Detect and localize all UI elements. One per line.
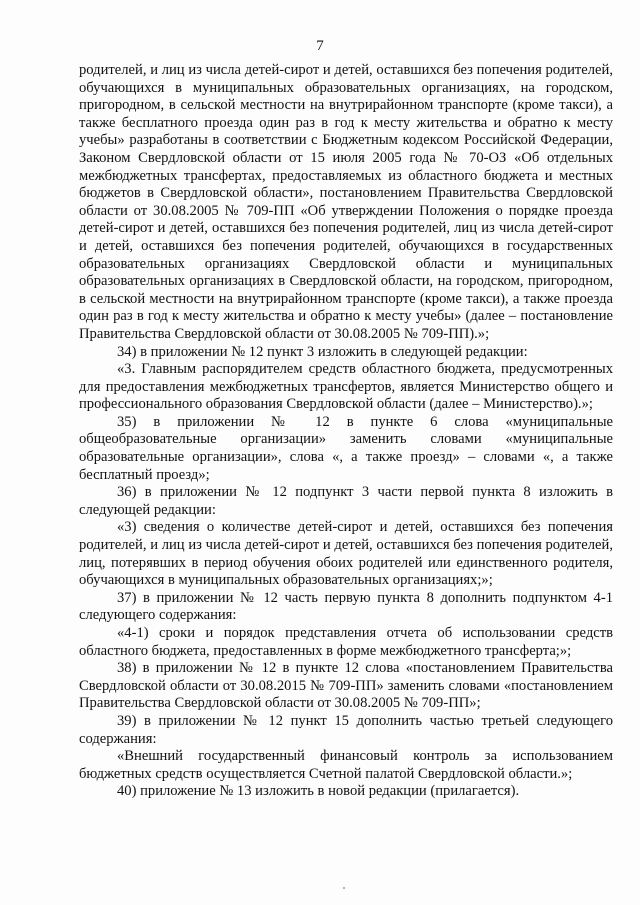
- paragraph-item-37-text: «4-1) сроки и порядок представления отчета об использовании средств областного бюджета, предоставленных в форме межбюджетного трансферта;»;: [79, 625, 613, 659]
- page-number: 7: [316, 38, 324, 54]
- paragraph-continuation: родителей, и лиц из числа детей-сирот и детей, оставшихся без попечения родителей, обучающихся в муниципальных образовательных организациях, на городском, пригородном, в сельской местности на внутрирайонном транспорте (кроме такси), а также бесплатного проезда один раз в год к месту жительства и обратно к месту учебы» разработаны в соответствии с Бюджетным кодексом Российской Федерации, Законом Свердловской области от 15 июля 2005 года № 70-ОЗ «Об отдельных межбюджетных трансфертах, предоставляемых из областного бюджета и местных бюджетов в Свердловской области», постановлением Правительства Свердловской области от 30.08.2005 № 709-ПП «Об утверждении Положения о порядке проезда детей-сирот и детей, оставшихся без попечения родителей, лиц из числа детей-сирот и детей, оставшихся без попечения родителей, обучающихся в государственных образовательных организациях Свердловской области и муниципальных образовательных организациях в Свердловской области, на городском, пригородном, в сельской местности на внутрирайонном транспорте (кроме такси), а также проезда один раз в год к месту жительства и обратно к месту учебы» (далее – постановление Правительства Свердловской области от 30.08.2005 № 709-ПП).»;: [79, 62, 613, 342]
- document-body: [79, 62, 613, 801]
- paragraph-item-38: 38) в приложении № 12 в пункте 12 слова «постановлением Правительства Свердловской области от 30.08.2015 № 709-ПП» заменить словами «постановлением Правительства Свердловской области от 30.08.2005 № 709-ПП»;: [79, 660, 613, 712]
- paragraph-item-36: 36) в приложении № 12 подпункт 3 части первой пункта 8 изложить в следующей редакции:: [79, 484, 613, 518]
- paragraph-item-37: 37) в приложении № 12 часть первую пункта 8 дополнить подпунктом 4-1 следующего содержания:: [79, 589, 613, 624]
- scan-dot-mark: [343, 887, 345, 889]
- paragraph-item-34: 34) в приложении № 12 пункт 3 изложить в следующей редакции:: [117, 343, 528, 360]
- paragraph-item-34-text: «3. Главным распорядителем средств областного бюджета, предусмотренных для предоставления межбюджетных трансфертов, является Министерство общего и профессионального образования Свердловской области (далее – Министерство).»;: [79, 361, 613, 413]
- paragraph-item-39: 39) в приложении № 12 пункт 15 дополнить частью третьей следующего содержания:: [79, 712, 613, 747]
- paragraph-item-39-text: «Внешний государственный финансовый контроль за использованием бюджетных средств осуществляется Счетной палатой Свердловской области.»;: [79, 748, 613, 782]
- paragraph-item-36-text: «3) сведения о количестве детей-сирот и детей, оставшихся без попечения родителей, и лиц из числа детей-сирот и детей, оставшихся без попечения родителей, лиц, потерявших в период обучения обоих родителей или единственного родителя, обучающихся в муниципальных образовательных организациях;»;: [79, 519, 613, 589]
- paragraph-item-35: 35) в приложении № 12 в пункте 6 слова «муниципальные общеобразовательные организации» заменить словами «муниципальные образовательные организации», слова «, а также проезд» – словами «, а также бесплатный проезд»;: [79, 413, 613, 483]
- paragraph-item-40: 40) приложение № 13 изложить в новой редакции (прилагается).: [117, 783, 520, 800]
